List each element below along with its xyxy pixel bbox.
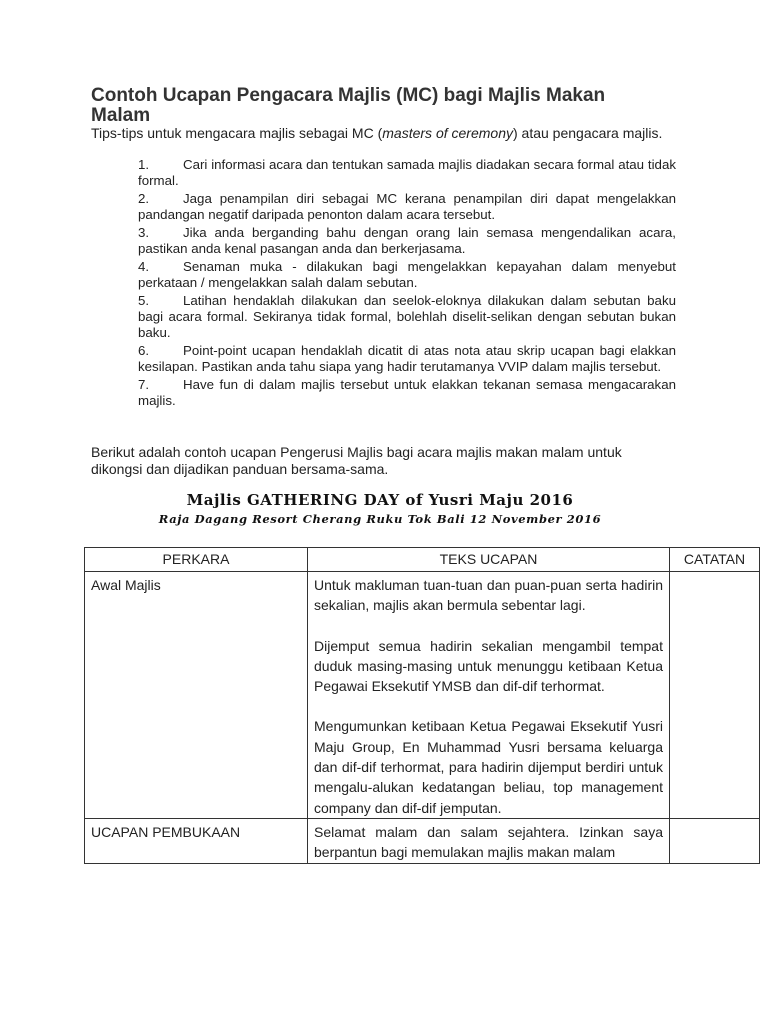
row-teks bbox=[308, 572, 670, 819]
intro-before: Tips-tips untuk mengacara majlis sebagai MC ( bbox=[91, 125, 383, 141]
tip-number: 4. bbox=[138, 259, 150, 274]
tip-text: Point-point ucapan hendaklah dicatit di atas nota atau skrip ucapan bagi elakkan kesilapan. Pastikan anda tahu siapa yang hadir terutamanya VVIP dalam majlis tersebut. bbox=[138, 343, 676, 374]
tip-number: 1. bbox=[138, 157, 150, 172]
tip-item bbox=[138, 377, 676, 409]
header-catatan: CATATAN bbox=[670, 548, 760, 572]
table-row bbox=[85, 572, 760, 819]
tip-item bbox=[138, 225, 676, 257]
tip-text: Senaman muka - dilakukan bagi mengelakkan kepayahan dalam menyebut perkataan / mengelakkan salah dalam sebutan. bbox=[138, 259, 676, 290]
intro-after: ) atau pengacara majlis. bbox=[512, 125, 663, 141]
tip-item bbox=[138, 293, 676, 341]
page-title: Contoh Ucapan Pengacara Majlis (MC) bagi Majlis Makan Malam bbox=[91, 85, 606, 126]
tip-item bbox=[138, 343, 676, 375]
tip-text: Jaga penampilan diri sebagai MC kerana penampilan diri dapat mengelakkan pandangan negatif daripada penonton dalam acara tersebut. bbox=[138, 191, 676, 222]
tip-item bbox=[138, 191, 676, 223]
tip-number: 2. bbox=[138, 191, 150, 206]
teks-paragraph: Dijemput semua hadirin sekalian mengambil tempat duduk masing-masing untuk menunggu ketibaan Ketua Pegawai Eksekutif YMSB dan dif-dif terhormat. bbox=[314, 637, 663, 695]
intro-italic: masters of ceremony bbox=[382, 125, 513, 141]
tip-text: Jika anda berganding bahu dengan orang lain semasa mengendalikan acara, pastikan anda kenal pasangan anda dan berkerjasama. bbox=[138, 225, 676, 256]
tip-number: 6. bbox=[138, 343, 150, 358]
header-perkara: PERKARA bbox=[85, 548, 308, 572]
tip-number: 5. bbox=[138, 293, 150, 308]
table-header-row bbox=[85, 548, 760, 572]
tip-text: Have fun di dalam majlis tersebut untuk elakkan tekanan semasa mengacarakan majlis. bbox=[138, 377, 676, 408]
teks-paragraph: Untuk makluman tuan-tuan dan puan-puan serta hadirin sekalian, majlis akan bermula sebentar lagi. bbox=[314, 577, 663, 614]
row-catatan bbox=[670, 572, 760, 819]
tip-text: Latihan hendaklah dilakukan dan seelok-eloknya dilakukan dalam sebutan baku bagi acara formal. Sekiranya tidak formal, bolehlah diselit-selikan dengan sebutan bukan baku. bbox=[138, 293, 676, 340]
row-teks bbox=[308, 818, 670, 863]
teks-paragraph: Selamat malam dan salam sejahtera. Izinkan saya berpantun bagi memulakan majlis makan malam bbox=[314, 823, 663, 861]
gathering-subtitle: Raja Dagang Resort Cherang Ruku Tok Bali 12 November 2016 bbox=[158, 512, 602, 526]
tip-number: 7. bbox=[138, 377, 150, 392]
header-teks-ucapan: TEKS UCAPAN bbox=[308, 548, 670, 572]
intro-text bbox=[91, 125, 691, 142]
agenda-table bbox=[84, 547, 760, 864]
tip-item bbox=[138, 259, 676, 291]
intro-paragraph: Berikut adalah contoh ucapan Pengerusi Majlis bagi acara majlis makan malam untuk dikongsi dan dijadikan panduan bersama-sama. bbox=[91, 444, 622, 477]
row-catatan bbox=[670, 818, 760, 863]
teks-paragraph: Mengumunkan ketibaan Ketua Pegawai Eksekutif Yusri Maju Group, En Muhammad Yusri bersama keluarga dan dif-dif terhormat, para hadirin dijemput berdiri untuk mengalu-alukan kedatangan beliau, top management company dan dif-dif jemputan. bbox=[314, 718, 663, 816]
tip-number: 3. bbox=[138, 225, 150, 240]
row-perkara: Awal Majlis bbox=[85, 572, 308, 819]
table-row bbox=[85, 818, 760, 863]
tip-text: Cari informasi acara dan tentukan samada majlis diadakan secara formal atau tidak formal. bbox=[138, 157, 676, 188]
tips-list bbox=[138, 157, 676, 411]
row-perkara: UCAPAN PEMBUKAAN bbox=[85, 818, 308, 863]
tip-item bbox=[138, 157, 676, 189]
gathering-title: Majlis GATHERING DAY of Yusri Maju 2016 bbox=[186, 491, 574, 509]
